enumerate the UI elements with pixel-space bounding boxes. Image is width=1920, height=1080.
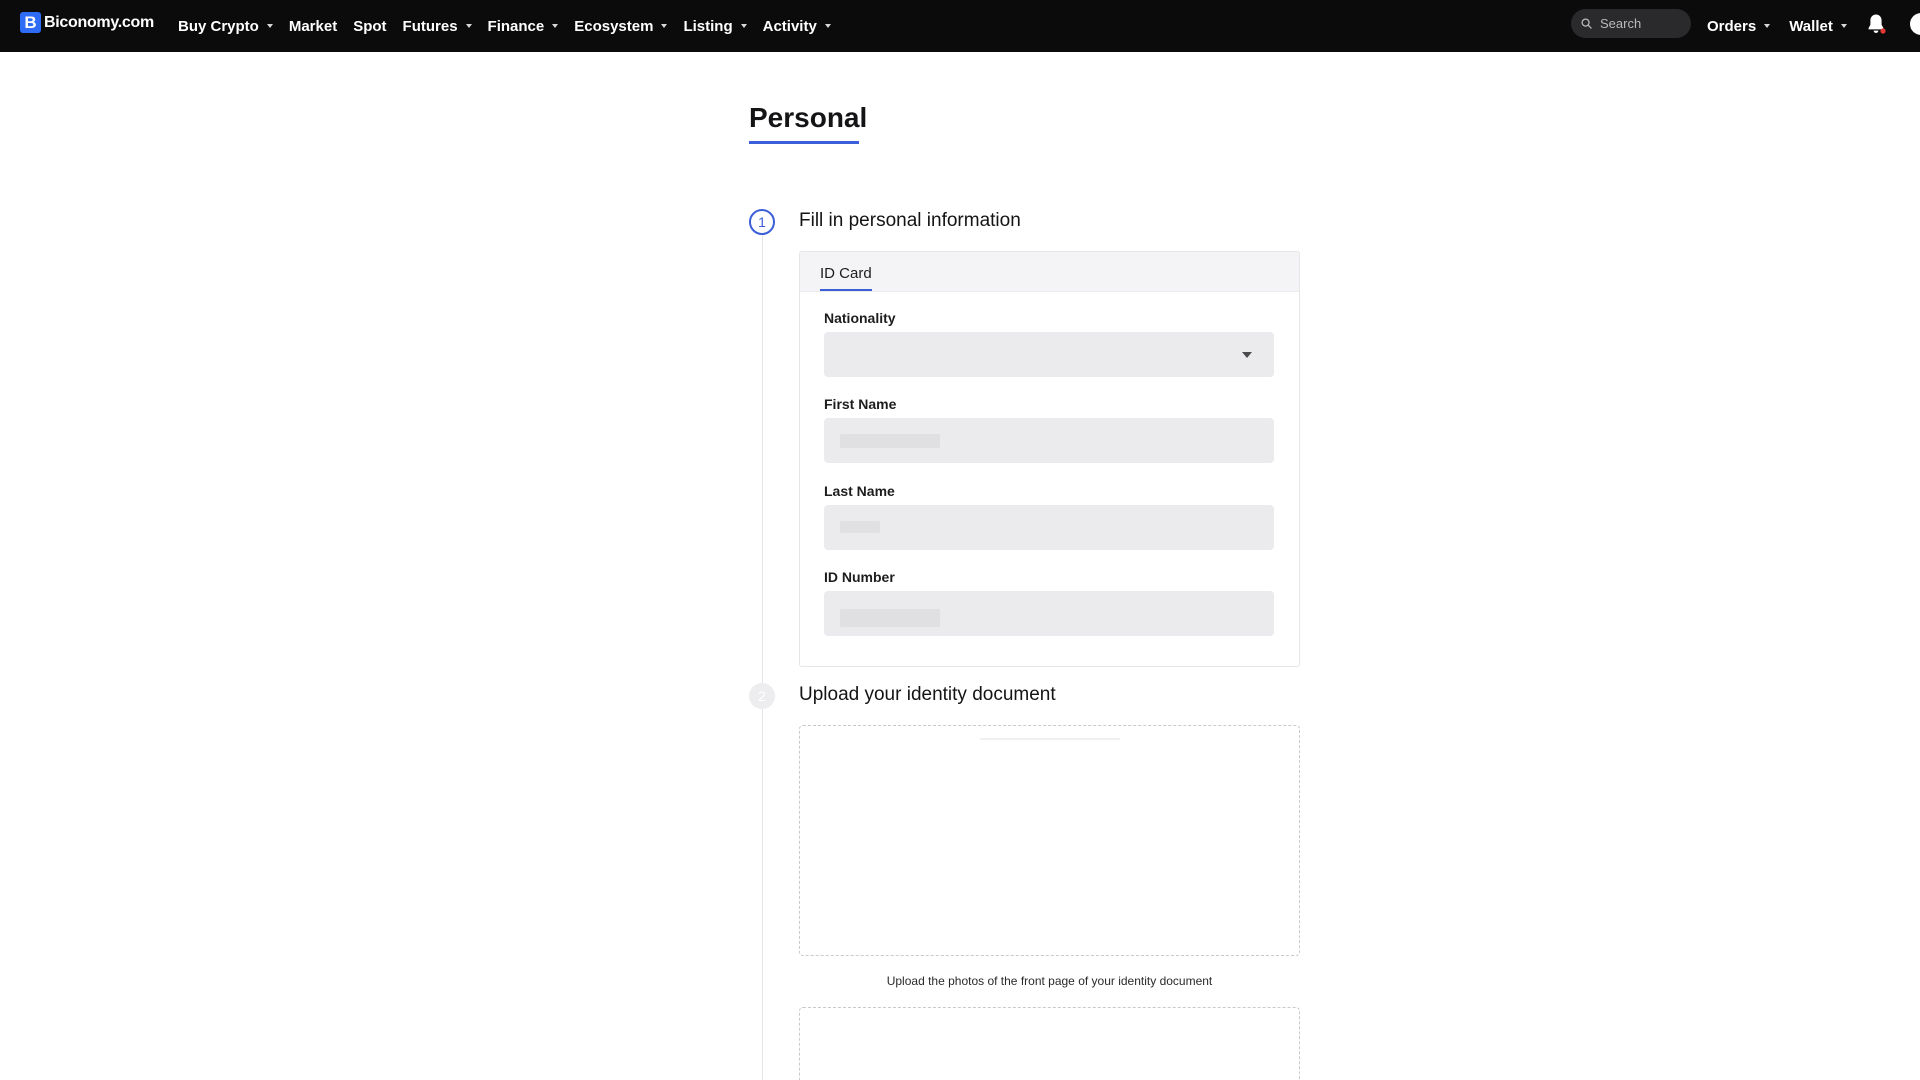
document-type-tabs (800, 252, 1299, 292)
redacted-value (840, 609, 940, 627)
nav-item-finance[interactable] (488, 18, 559, 35)
nav-item-label: Listing (683, 17, 733, 35)
page-title: Personal (749, 102, 868, 133)
nav-item-market[interactable] (289, 18, 337, 35)
chevron-down-icon (1764, 24, 1770, 28)
nav-item-label: Ecosystem (574, 17, 654, 35)
nav-item-listing[interactable] (683, 18, 746, 35)
step-title-personal-info: Fill in personal information (799, 210, 1021, 231)
logo-text: Biconomy.com (44, 13, 154, 31)
search-box[interactable] (1571, 9, 1691, 38)
step-indicator-2: 2 (749, 683, 775, 709)
chevron-down-icon (1841, 24, 1847, 28)
chevron-down-icon (267, 24, 273, 28)
search-icon (1581, 18, 1592, 29)
id-number-label: ID Number (824, 569, 895, 585)
top-navigation-bar (0, 0, 1920, 52)
nav-item-orders[interactable] (1707, 18, 1770, 35)
step-title-upload-document: Upload your identity document (799, 684, 1056, 705)
nav-item-label: Orders (1707, 17, 1757, 35)
personal-info-card (799, 251, 1300, 667)
redacted-value (840, 521, 880, 533)
nav-item-label: Activity (762, 17, 817, 35)
nav-item-label: Market (288, 17, 338, 35)
chevron-down-icon (466, 24, 472, 28)
chevron-down-icon (741, 24, 747, 28)
nationality-select[interactable] (824, 332, 1274, 377)
upload-back-dropzone[interactable] (799, 1007, 1300, 1080)
last-name-field[interactable] (824, 505, 1274, 550)
avatar[interactable] (1910, 13, 1920, 35)
upload-front-caption: Upload the photos of the front page of your identity document (886, 974, 1213, 988)
nav-item-futures[interactable] (403, 18, 472, 35)
nav-item-activity[interactable] (763, 18, 831, 35)
search-input[interactable] (1600, 16, 1680, 31)
chevron-down-icon (1242, 352, 1252, 358)
nav-item-label: Spot (353, 17, 387, 35)
nationality-label: Nationality (824, 310, 896, 326)
id-number-field[interactable] (824, 591, 1274, 636)
chevron-down-icon (661, 24, 667, 28)
chevron-down-icon (825, 24, 831, 28)
nav-item-wallet[interactable] (1789, 18, 1847, 35)
upload-front-dropzone[interactable] (799, 725, 1300, 956)
nav-item-label: Futures (402, 17, 458, 35)
first-name-label: First Name (824, 396, 897, 412)
nav-item-label: Buy Crypto (178, 17, 259, 35)
chevron-down-icon (552, 24, 558, 28)
redacted-value (840, 434, 940, 448)
stepper-line (762, 234, 763, 1080)
brand-logo[interactable] (20, 12, 154, 33)
main-nav (178, 0, 847, 52)
nav-item-buy-crypto[interactable] (178, 18, 273, 35)
nav-item-spot[interactable] (353, 18, 386, 35)
account-nav (1707, 0, 1866, 52)
step-indicator-1: 1 (749, 209, 775, 235)
upload-placeholder-mark (980, 738, 1120, 740)
nav-item-ecosystem[interactable] (574, 18, 667, 35)
logo-mark: B (20, 12, 41, 33)
first-name-field[interactable] (824, 418, 1274, 463)
title-underline (749, 141, 859, 144)
nav-item-label: Wallet (1789, 17, 1833, 35)
last-name-label: Last Name (824, 483, 895, 499)
nav-item-label: Finance (487, 17, 545, 35)
bell-icon[interactable] (1864, 12, 1888, 36)
tab-id-card[interactable]: ID Card (820, 265, 872, 291)
